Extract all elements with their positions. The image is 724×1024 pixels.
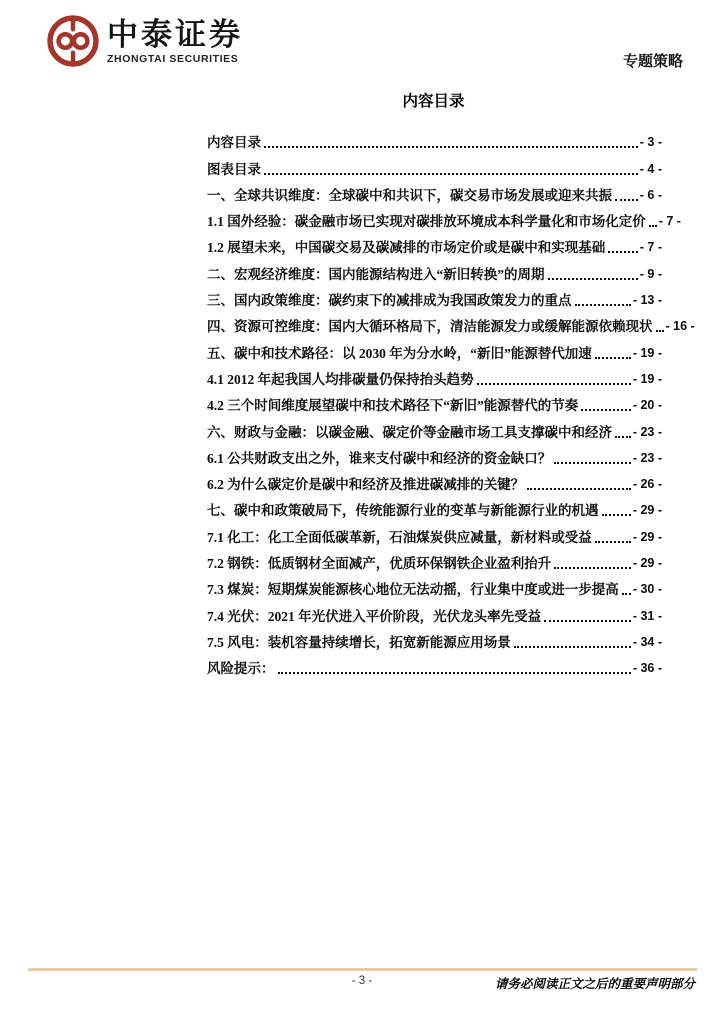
toc-entry-text: 6.2 为什么碳定价是碳中和经济及推进碳减排的关键？ xyxy=(207,477,525,493)
toc-dot-leader xyxy=(554,567,631,569)
toc-row[interactable] xyxy=(207,625,662,651)
toc-entry-text: 4.1 2012 年起我国人均排碳量仍保持抬头趋势 xyxy=(207,371,474,387)
toc-page-number: - 26 - xyxy=(632,477,662,492)
toc-row[interactable] xyxy=(207,283,662,309)
toc-page-number: - 30 - xyxy=(632,582,662,597)
toc-row[interactable] xyxy=(207,414,662,440)
toc-row[interactable] xyxy=(207,388,662,414)
brand-name-chinese: 中泰证券 xyxy=(107,16,243,52)
toc-entry-text: 7.5 风电：装机容量持续增长，拓宽新能源应用场景 xyxy=(207,634,511,650)
page-title: 内容目录 xyxy=(402,93,465,110)
report-header xyxy=(46,14,684,68)
toc-page-number: - 29 - xyxy=(632,529,662,544)
toc-page-number: - 29 - xyxy=(632,503,662,518)
toc-entry-text: 7.4 光伏：2021 年光伏进入平价阶段，光伏龙头率先受益 xyxy=(207,608,542,624)
toc-row[interactable] xyxy=(207,546,662,572)
footer-disclaimer: 请务必阅读正文之后的重要声明部分 xyxy=(494,977,695,991)
toc-row[interactable] xyxy=(207,256,662,282)
toc-page-number: - 36 - xyxy=(632,661,662,676)
toc-entry-text: 7.1 化工：化工全面低碳革新，石油煤炭供应减量，新材料或受益 xyxy=(207,529,592,545)
toc-row[interactable] xyxy=(207,493,662,519)
toc-row[interactable] xyxy=(207,572,662,598)
toc-entry-text: 六、财政与金融：以碳金融、碳定价等金融市场工具支撑碳中和经济 xyxy=(207,424,612,440)
brand-name-english: ZHONGTAI SECURITIES xyxy=(107,52,239,65)
toc-page-number: - 9 - xyxy=(639,266,662,281)
toc-dot-leader xyxy=(477,383,631,385)
toc-dot-leader xyxy=(622,593,631,595)
toc-page-number: - 29 - xyxy=(632,556,662,571)
toc-entry-text: 三、国内政策维度：碳约束下的减排成为我国政策发力的重点 xyxy=(207,293,572,309)
toc-page-number: - 13 - xyxy=(632,293,662,308)
footer-page-number: - 3 - xyxy=(351,975,373,987)
toc-dot-leader xyxy=(615,436,631,438)
toc-dot-leader xyxy=(278,672,631,674)
report-type-label: 专题策略 xyxy=(622,54,683,70)
toc-dot-leader xyxy=(595,541,631,543)
zhongtai-logo-icon xyxy=(46,14,100,68)
toc-entry-text: 4.2 三个时间维度展望碳中和技术路径下“新旧”能源替代的节奏 xyxy=(207,398,579,414)
toc-dot-leader xyxy=(548,278,638,280)
toc-entry-text: 风险提示： xyxy=(207,661,275,677)
toc-entry-text: 五、碳中和技术路径：以 2030 年为分水岭，“新旧”能源替代加速 xyxy=(207,345,592,361)
toc-dot-leader xyxy=(656,330,664,332)
toc-page-number: - 19 - xyxy=(632,345,662,360)
toc-entry-text: 图表目录 xyxy=(207,161,261,177)
toc-entry-text: 内容目录 xyxy=(207,135,261,151)
toc-page-number: - 16 - xyxy=(665,319,695,334)
toc-row[interactable] xyxy=(207,204,681,230)
toc-page-number: - 34 - xyxy=(632,634,662,649)
toc-entry-text: 1.1 国外经验：碳金融市场已实现对碳排放环境成本科学量化和市场化定价 xyxy=(207,214,646,230)
toc-dot-leader xyxy=(595,357,631,359)
toc-row[interactable] xyxy=(207,151,662,177)
toc-dot-leader xyxy=(514,646,631,648)
toc-entry-text: 1.2 展望未来，中国碳交易及碳减排的市场定价或是碳中和实现基础 xyxy=(207,240,606,256)
toc-dot-leader xyxy=(649,225,657,227)
toc-entry-text: 七、碳中和政策破局下，传统能源行业的变革与新能源行业的机遇 xyxy=(207,503,599,519)
footer-divider xyxy=(28,968,697,971)
toc-entry-text: 6.1 公共财政支出之外，谁来支付碳中和经济的资金缺口？ xyxy=(207,450,552,466)
toc-row[interactable] xyxy=(207,335,662,361)
toc-page-number: - 23 - xyxy=(632,424,662,439)
toc-dot-leader xyxy=(264,173,638,175)
toc-row[interactable] xyxy=(207,230,662,256)
toc-entry-text: 7.2 钢铁：低质钢材全面减产，优质环保钢铁企业盈利抬升 xyxy=(207,556,552,572)
brand-logo xyxy=(46,14,243,68)
toc-page-number: - 20 - xyxy=(632,398,662,413)
toc-dot-leader xyxy=(264,146,638,148)
toc-page-number: - 31 - xyxy=(632,608,662,623)
toc-row[interactable] xyxy=(207,598,662,624)
toc-entry-text: 四、资源可控维度：国内大循环格局下，清洁能源发力或缓解能源依赖现状 xyxy=(207,319,653,335)
toc-page-number: - 6 - xyxy=(639,187,662,202)
toc-dot-leader xyxy=(575,304,631,306)
toc-page-number: - 23 - xyxy=(632,450,662,465)
toc-dot-leader xyxy=(527,488,631,490)
toc-page-number: - 7 - xyxy=(639,240,662,255)
toc-list xyxy=(207,125,695,677)
toc-row[interactable] xyxy=(207,125,662,151)
toc-page-number: - 3 - xyxy=(639,135,662,150)
toc-page-number: - 7 - xyxy=(658,214,681,229)
toc-page-number: - 4 - xyxy=(639,161,662,176)
toc-page-number: - 19 - xyxy=(632,371,662,386)
toc-row[interactable] xyxy=(207,362,662,388)
toc-dot-leader xyxy=(602,514,631,516)
toc-dot-leader xyxy=(544,620,631,622)
toc-row[interactable] xyxy=(207,178,662,204)
toc-entry-text: 7.3 煤炭：短期煤炭能源核心地位无法动摇，行业集中度或进一步提高 xyxy=(207,582,619,598)
toc-row[interactable] xyxy=(207,467,662,493)
toc-row[interactable] xyxy=(207,441,662,467)
toc-dot-leader xyxy=(581,409,631,411)
toc-dot-leader xyxy=(615,199,638,201)
toc-entry-text: 一、全球共识维度：全球碳中和共识下，碳交易市场发展或迎来共振 xyxy=(207,187,612,203)
toc-dot-leader xyxy=(554,462,631,464)
toc-row[interactable] xyxy=(207,519,662,545)
toc-entry-text: 二、宏观经济维度：国内能源结构进入“新旧转换”的周期 xyxy=(207,266,545,282)
toc-row[interactable] xyxy=(207,651,662,677)
toc-row[interactable] xyxy=(207,309,695,335)
toc-dot-leader xyxy=(608,251,638,253)
